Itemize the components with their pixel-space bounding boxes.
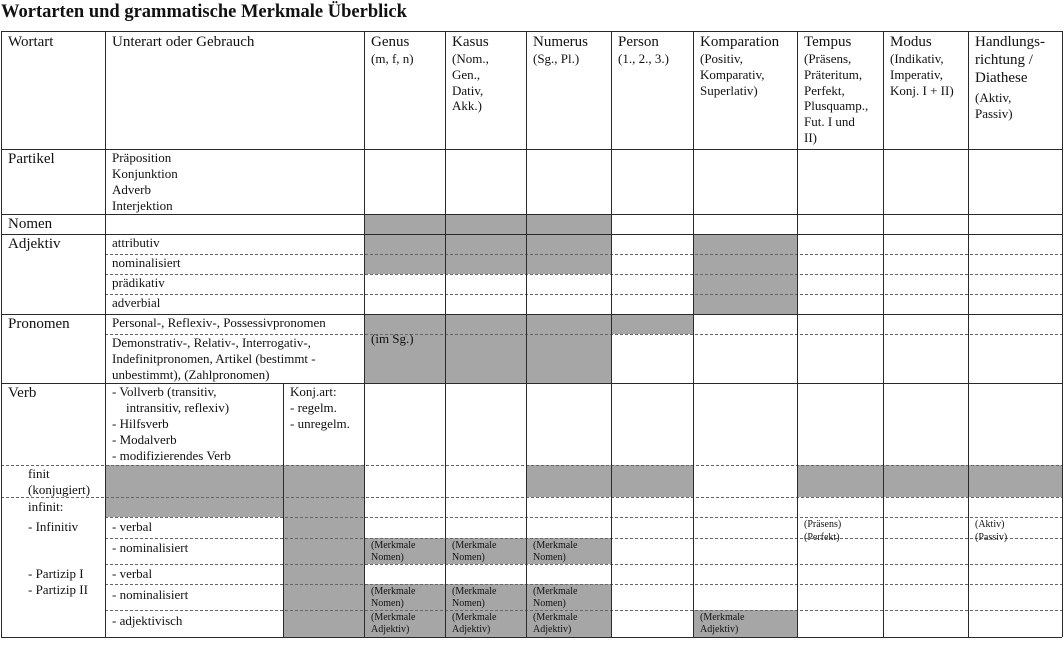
verb-use-adjektivisch: - adjektivisch — [112, 613, 183, 628]
verb-konjugationsart: Konj.art: — [290, 384, 337, 399]
infinitiv-diathese-note: (Passiv) — [975, 531, 1008, 543]
header-numerus: Numerus — [533, 34, 588, 50]
header-tempus-detail: Fut. I und — [804, 114, 855, 130]
infinit-head-shade — [105, 497, 283, 517]
merkmale-nomen-note: (Merkmale — [452, 586, 497, 597]
pron-person-shade — [611, 314, 693, 334]
row-label-partikel: Partikel — [8, 151, 55, 167]
merkmale-nomen-note: Nomen) — [371, 552, 404, 563]
finit-numerus-person-shade — [526, 465, 693, 497]
partikel-item: Konjunktion — [112, 166, 178, 181]
merkmale-nomen-note: (Merkmale — [371, 540, 416, 551]
header-komparation: Komparation — [700, 34, 780, 50]
verb-finit: (konjugiert) — [28, 481, 91, 497]
verb-type: - Modalverb — [112, 432, 177, 447]
verb-use-nominalisiert: - nominalisiert — [112, 587, 189, 602]
verb-use-nominalisiert: - nominalisiert — [112, 540, 189, 555]
nomen-shade — [364, 214, 611, 234]
header-komparation-detail: Superlativ) — [700, 82, 758, 98]
merkmale-nomen-note: (Merkmale — [371, 586, 416, 597]
header-handlungsrichtung: Handlungs- — [975, 34, 1045, 50]
pronomen-other: Indefinitpronomen, Artikel (bestimmt - — [112, 351, 316, 366]
header-genus: Genus — [371, 34, 410, 50]
row-label-nomen: Nomen — [8, 216, 53, 232]
header-tempus-detail: Plusquamp., — [804, 98, 869, 114]
header-handlungsrichtung: Diathese — [975, 70, 1028, 86]
verb-type: - Vollverb (transitiv, — [112, 384, 217, 399]
header-handlungsrichtung: richtung / — [975, 52, 1033, 68]
header-tempus-detail: Präteritum, — [804, 66, 863, 82]
pronomen-genus-note: (im Sg.) — [371, 331, 414, 346]
merkmale-adjektiv-note: (Merkmale — [452, 612, 497, 623]
verb-type: - modifizierendes Verb — [112, 448, 231, 463]
partikel-item: Adverb — [112, 182, 151, 197]
header-modus: Modus — [890, 34, 932, 50]
verb-konjugationsart: - unregelm. — [290, 416, 350, 431]
header-modus-detail: (Indikativ, — [890, 51, 944, 66]
header-kasus-detail: Dativ, — [452, 82, 484, 98]
header-komparation-detail: (Positiv, — [700, 51, 743, 66]
adj-praedikativ-komp-shade — [693, 274, 797, 294]
adj-attributiv-komp-shade — [693, 234, 797, 254]
header-tempus: Tempus — [804, 34, 852, 50]
header-modus-detail: Konj. I + II) — [890, 82, 954, 98]
header-genus-detail: (m, f, n) — [371, 51, 414, 66]
merkmale-adjektiv-note: (Merkmale — [533, 612, 578, 623]
header-unterart: Unterart oder Gebrauch — [112, 34, 255, 50]
merkmale-adjektiv-note: Adjektiv) — [533, 624, 572, 635]
finit-tempus-modus-diathese-shade — [797, 465, 1062, 497]
verb-type: - Hilfsverb — [112, 416, 169, 431]
header-kasus-detail: Gen., — [452, 66, 481, 82]
partikel-item: Präposition — [112, 150, 172, 165]
header-kasus-detail: Akk.) — [452, 98, 482, 114]
adj-nominalisiert-shade — [364, 254, 611, 274]
merkmale-nomen-note: Nomen) — [533, 552, 566, 563]
header-tempus-detail: II) — [804, 130, 817, 145]
pronomen-personal: Personal-, Reflexiv-, Possessivpronomen — [112, 315, 326, 330]
merkmale-nomen-note: Nomen) — [452, 552, 485, 563]
adjektiv-item: prädikativ — [112, 275, 165, 290]
header-modus-detail: Imperativ, — [890, 66, 943, 82]
verb-partizip: - Partizip II — [28, 582, 88, 597]
merkmale-nomen-note: Nomen) — [533, 598, 566, 609]
header-handlungsrichtung-detail: (Aktiv, — [975, 90, 1012, 105]
merkmale-adjektiv-note: Adjektiv) — [452, 624, 491, 635]
merkmale-nomen-note: (Merkmale — [452, 540, 497, 551]
adjektiv-item: attributiv — [112, 235, 160, 250]
verb-infinitiv: - Infinitiv — [28, 519, 79, 534]
merkmale-adjektiv-note: Adjektiv) — [371, 624, 410, 635]
verb-konjugationsart: - regelm. — [290, 400, 337, 415]
header-handlungsrichtung-detail: Passiv) — [975, 105, 1013, 121]
verb-use-verbal: - verbal — [112, 519, 153, 534]
finit-unterart-shade — [105, 465, 364, 497]
merkmale-adjektiv-note: (Merkmale — [371, 612, 416, 623]
infinitiv-tempus-note: (Präsens) — [804, 519, 842, 530]
infinitiv-diathese-note: (Aktiv) — [975, 519, 1005, 530]
adj-nominalisiert-komp-shade — [693, 254, 797, 274]
pron-genus-kasus-numerus-shade — [364, 314, 611, 383]
header-numerus-detail: (Sg., Pl.) — [533, 51, 580, 66]
merkmale-nomen-note: Nomen) — [371, 598, 404, 609]
row-label-verb: Verb — [8, 385, 37, 401]
header-kasus: Kasus — [452, 34, 489, 50]
adjektiv-item: nominalisiert — [112, 255, 181, 270]
merkmale-nomen-note: (Merkmale — [533, 540, 578, 551]
merkmale-adjektiv-note: (Merkmale — [700, 612, 745, 623]
verb-type: intransitiv, reflexiv) — [126, 400, 230, 415]
header-kasus-detail: (Nom., — [452, 51, 489, 66]
merkmale-nomen-note: (Merkmale — [533, 586, 578, 597]
header-wortart: Wortart — [8, 34, 54, 50]
header-tempus-detail: Perfekt, — [804, 82, 845, 98]
header-komparation-detail: Komparativ, — [700, 66, 765, 82]
adj-adverbial-komp-shade — [693, 294, 797, 314]
verb-partizip: - Partizip I — [28, 566, 84, 581]
header-person-detail: (1., 2., 3.) — [618, 51, 669, 66]
row-label-pronomen: Pronomen — [8, 316, 70, 332]
adj-attributiv-shade — [364, 234, 611, 254]
header-person: Person — [618, 34, 659, 50]
merkmale-adjektiv-note: Adjektiv) — [700, 624, 739, 635]
partikel-item: Interjektion — [112, 198, 173, 213]
adjektiv-item: adverbial — [112, 295, 161, 310]
verb-finit: finit — [28, 466, 50, 481]
pronomen-other: Demonstrativ-, Relativ-, Interrogativ-, — [112, 335, 311, 350]
verb-infinit: infinit: — [28, 499, 64, 514]
pronomen-other: unbestimmt), (Zahlpronomen) — [112, 367, 270, 382]
row-label-adjektiv: Adjektiv — [8, 236, 61, 252]
header-tempus-detail: (Präsens, — [804, 51, 852, 66]
infinitiv-tempus-note: (Perfekt) — [804, 531, 840, 543]
verb-use-verbal: - verbal — [112, 566, 153, 581]
merkmale-nomen-note: Nomen) — [452, 598, 485, 609]
page-title: Wortarten und grammatische Merkmale Überblick — [1, 2, 407, 22]
